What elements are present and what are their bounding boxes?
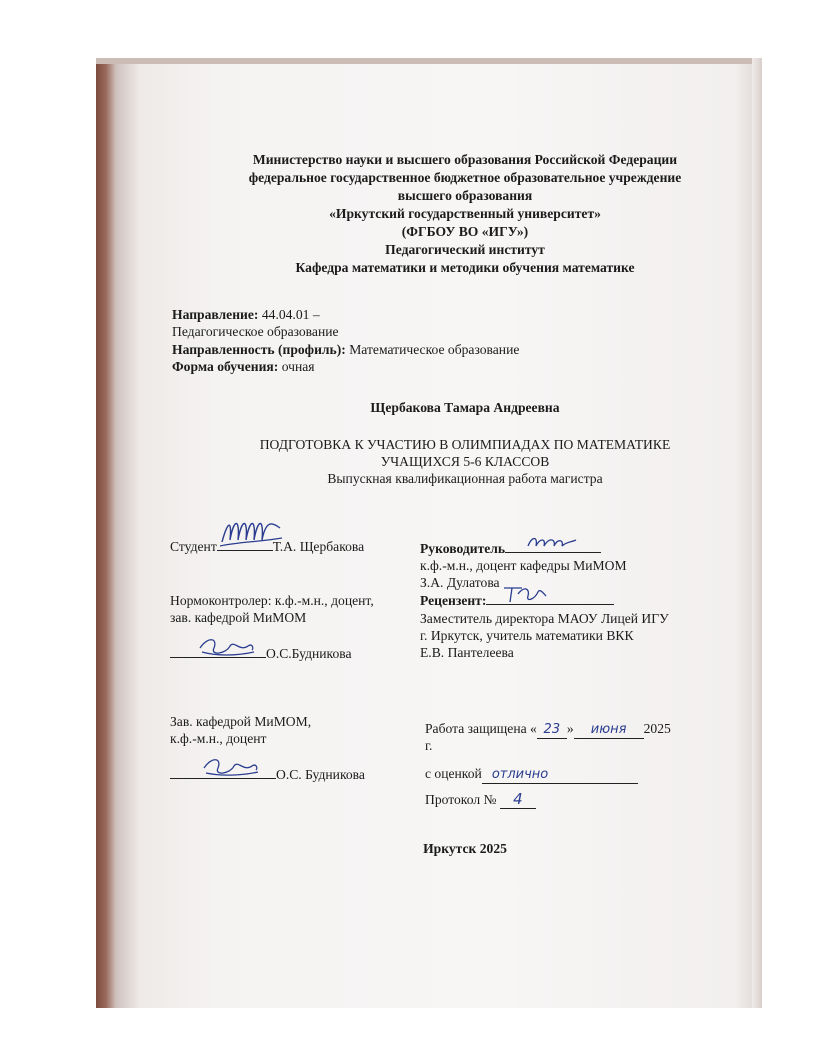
normocontroller-name: О.С.Будникова — [266, 646, 352, 661]
defense-date-row — [425, 720, 671, 739]
profile-row — [172, 341, 519, 358]
profile-label: Направленность (профиль): — [172, 342, 346, 357]
form-label: Форма обучения: — [172, 359, 279, 374]
supervisor-position: к.ф.-м.н., доцент кафедры МиМОМ — [420, 558, 627, 573]
student-signature-line — [217, 550, 273, 551]
grade-label: с оценкой — [425, 766, 482, 781]
institute-name: Педагогический институт — [385, 242, 545, 257]
defense-year: 2025 — [643, 721, 671, 736]
department-name: Кафедра математики и методики обучения математике — [295, 260, 635, 275]
institution-type-line: федеральное государственное бюджетное образовательное учреждение — [248, 170, 682, 185]
education-level-line: высшего образования — [397, 188, 533, 203]
form-row — [172, 358, 315, 375]
direction-value-2: Педагогическое образование — [172, 324, 339, 339]
grade-value: отлично — [482, 766, 638, 784]
supervisor-name: З.А. Дулатова — [420, 575, 500, 590]
normocontroller-line1: Нормоконтролер: к.ф.-м.н., доцент, — [170, 593, 374, 608]
head-name: О.С. Будникова — [276, 767, 365, 782]
profile-value: Математическое образование — [349, 342, 520, 357]
university-abbr: (ФГБОУ ВО «ИГУ») — [401, 224, 529, 239]
student-name: Т.А. Щербакова — [272, 539, 365, 554]
defense-prefix: Работа защищена « — [425, 721, 537, 736]
direction-value: 44.04.01 – — [261, 307, 320, 322]
defense-year-suffix: г. — [425, 738, 433, 753]
head-signature-line — [170, 778, 276, 779]
protocol-row — [425, 791, 536, 809]
city-year: Иркутск 2025 — [423, 841, 507, 856]
reviewer-row — [420, 592, 614, 609]
normocontroller-sign-row — [170, 645, 352, 662]
thesis-title-line2: УЧАЩИХСЯ 5-6 КЛАССОВ — [380, 454, 550, 469]
university-name: «Иркутский государственный университет» — [329, 206, 601, 221]
defense-day: 23 — [537, 721, 567, 739]
direction-row — [172, 306, 320, 323]
reviewer-position: Заместитель директора МАОУ Лицей ИГУ — [420, 611, 669, 626]
supervisor-row — [420, 540, 601, 557]
head-line1: Зав. кафедрой МиМОМ, — [170, 714, 312, 729]
normocontroller-signature-line — [170, 657, 266, 658]
thesis-subtitle: Выпускная квалификационная работа магистра — [327, 471, 603, 486]
head-line2: к.ф.-м.н., доцент — [170, 731, 267, 746]
supervisor-signature-line — [505, 552, 601, 553]
head-sign-row — [170, 766, 365, 783]
defense-month: июня — [574, 721, 644, 739]
direction-label: Направление: — [172, 307, 259, 322]
protocol-label: Протокол № — [425, 792, 497, 807]
scan-edge-top — [96, 58, 762, 64]
reviewer-position-2: г. Иркутск, учитель математики ВКК — [420, 628, 634, 643]
author-name: Щербакова Тамара Андреевна — [370, 400, 560, 415]
student-row — [170, 538, 364, 555]
form-value: очная — [281, 359, 315, 374]
defense-mid: » — [566, 721, 574, 736]
normocontroller-line2: зав. кафедрой МиМОМ — [170, 610, 307, 625]
grade-row — [425, 765, 638, 784]
reviewer-name: Е.В. Пантелеева — [420, 645, 514, 660]
thesis-title-line1: ПОДГОТОВКА К УЧАСТИЮ В ОЛИМПИАДАХ ПО МАТЕМАТИКЕ — [259, 437, 671, 452]
ministry-line: Министерство науки и высшего образования Российской Федерации — [252, 152, 678, 167]
supervisor-label: Руководитель — [420, 541, 506, 556]
reviewer-signature-line — [486, 604, 614, 605]
student-label: Студент — [170, 539, 217, 554]
reviewer-label: Рецензент: — [420, 593, 487, 608]
protocol-number: 4 — [500, 791, 536, 809]
